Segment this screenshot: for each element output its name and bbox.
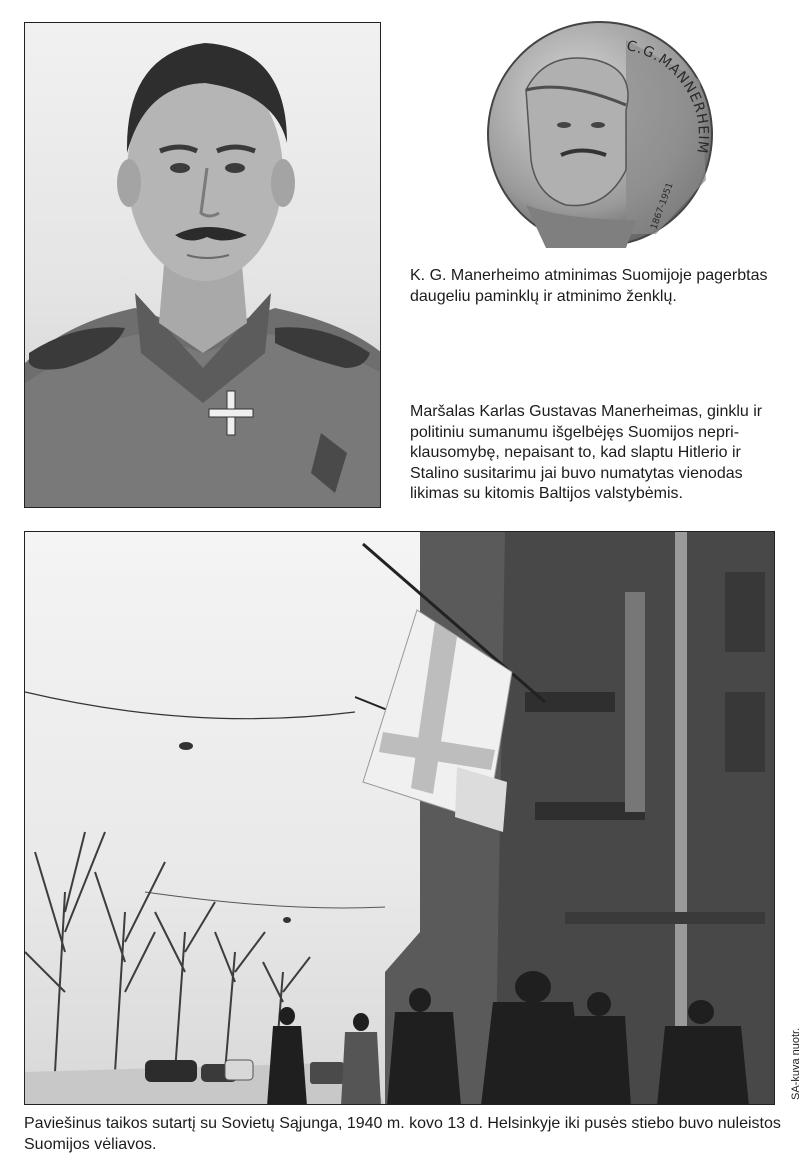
medal-illustration [486, 20, 714, 248]
street-caption: Paviešinus taikos sutartį su Sovietų Sąjunga, 1940 m. kovo 13 d. Helsinkyje iki pusės stiebo buvo nuleistos Suomijos vėliavos. [24, 1115, 781, 1153]
medal-caption: K. G. Manerheimo atminimas Suomijoje pagerbtas daugeliu paminklų ir atminimo ženklų. [410, 267, 768, 305]
street-photo [24, 531, 775, 1105]
portrait-illustration [25, 23, 381, 508]
portrait-photo [24, 22, 381, 508]
commemorative-medal [486, 20, 714, 248]
street-illustration [25, 532, 775, 1105]
marshal-caption: Maršalas Karlas Gustavas Manerheimas, ginklu ir politiniu sumanumu išgelbėjęs Suomijos nepriklausomybę, nepaisant to, kad slaptu Hitlerio ir Stalino susitarimu jai buvo numatytas vienodas likimas su kitomis Baltijos valstybėmis. [410, 403, 763, 502]
medal-inscription-years: 1867-1951 [649, 181, 676, 232]
medal-inscription-name: C.G.MANNERHEIM [625, 38, 712, 156]
photo-credit: SA-kuva nuotr. [790, 1027, 802, 1100]
